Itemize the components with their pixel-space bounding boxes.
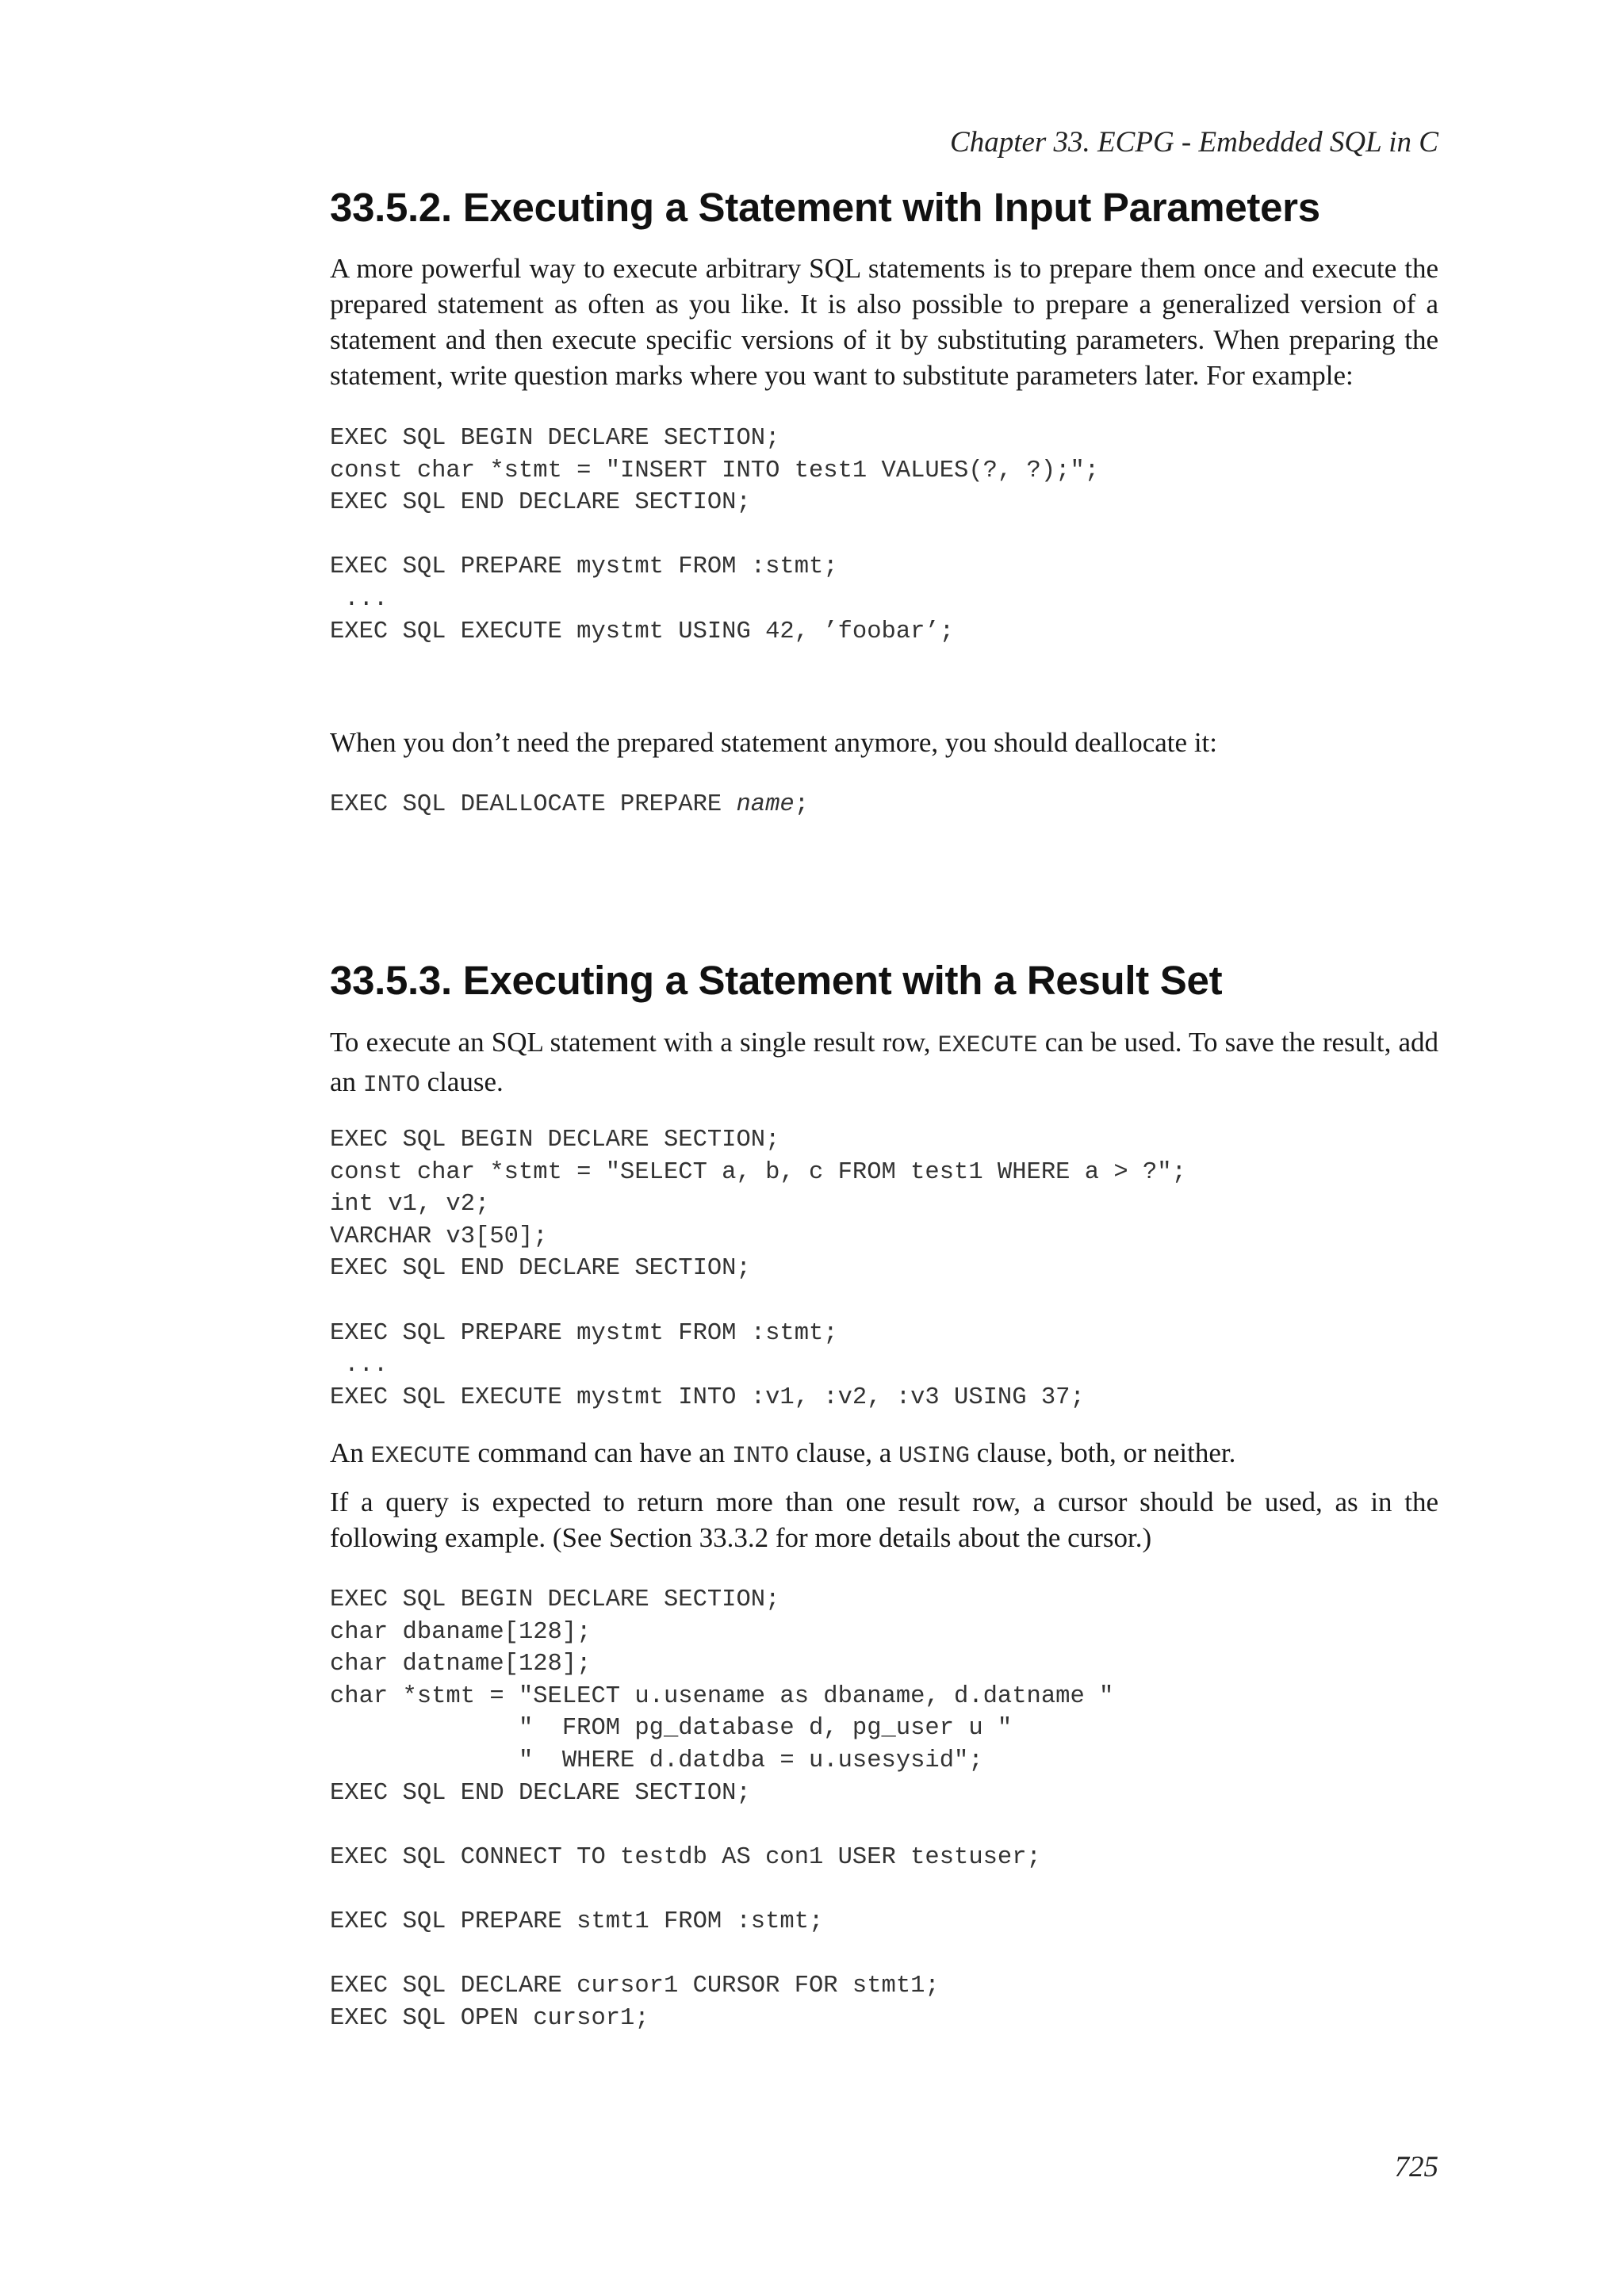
code-block-deallocate xyxy=(330,789,809,821)
page-number: 725 xyxy=(1394,2151,1438,2183)
code-block-prepare-execute: EXEC SQL BEGIN DECLARE SECTION; const char *stmt = "INSERT INTO test1 VALUES(?, ?);"; EXEC SQL END DECLARE SECTION; EXEC SQL PREPARE mystmt FROM :stmt; ... EXEC SQL EXECUTE mystmt USING 42, ’foobar’; xyxy=(330,425,1100,645)
section-heading-33-5-3: 33.5.3. Executing a Statement with a Result Set xyxy=(330,958,1223,1003)
running-header: Chapter 33. ECPG - Embedded SQL in C xyxy=(950,126,1438,159)
text-run: clause. xyxy=(419,1066,504,1097)
code-block-result-set: EXEC SQL BEGIN DECLARE SECTION; const char *stmt = "SELECT a, b, c FROM test1 WHERE a > ?"; int v1, v2; VARCHAR v3[50]; EXEC SQL END DECLARE SECTION; EXEC SQL PREPARE mystmt FROM :stmt; ... EXEC SQL EXECUTE mystmt INTO :v1, :v2, :v3 USING 37; xyxy=(330,1127,1186,1411)
paragraph-execute-clauses xyxy=(330,1435,1438,1475)
code-name-placeholder: name xyxy=(736,791,795,818)
text-run: An xyxy=(330,1437,371,1468)
paragraph-intro-prepare: A more powerful way to execute arbitrary SQL statements is to prepare them once and execute the prepared statement as often as you like. It is also possible to prepare a generalized version of a statement and then execute specific versions of it by substituting parameters. When preparing the statement, write question marks where you want to substitute parameters later. For example: xyxy=(330,253,1438,391)
paragraph-deallocate: When you don’t need the prepared statement anymore, you should deallocate it: xyxy=(330,727,1217,758)
text-run: clause, both, or neither. xyxy=(970,1437,1236,1468)
inline-code-execute: EXECUTE xyxy=(370,1443,471,1470)
inline-code-into: INTO xyxy=(362,1072,420,1099)
code-semicolon: ; xyxy=(794,791,810,818)
code-deallocate-command: EXEC SQL DEALLOCATE PREPARE xyxy=(330,791,737,818)
text-run: command can have an xyxy=(470,1437,733,1468)
inline-code-using: USING xyxy=(898,1443,971,1470)
inline-code-into: INTO xyxy=(732,1443,790,1470)
section-heading-33-5-2: 33.5.2. Executing a Statement with Input Parameters xyxy=(330,185,1320,230)
document-page xyxy=(330,0,1438,2296)
code-block-cursor: EXEC SQL BEGIN DECLARE SECTION; char dbaname[128]; char datname[128]; char *stmt = "SELECT u.usename as dbaname, d.datname " " FROM pg_database d, pg_user u " " WHERE d.datdba = u.usesysid"; EXEC SQL END DECLARE SECTION; EXEC SQL CONNECT TO testdb AS con1 USER testuser; EXEC SQL PREPARE stmt1 FROM :stmt; EXEC SQL DECLARE cursor1 CURSOR FOR stmt1; EXEC SQL OPEN cursor1; xyxy=(330,1586,1114,2032)
paragraph-cursor: If a query is expected to return more than one result row, a cursor should be used, as in the following example. (See Section 33.3.2 for more details about the cursor.) xyxy=(330,1487,1438,1553)
paragraph-single-row xyxy=(330,1024,1438,1104)
inline-code-execute: EXECUTE xyxy=(937,1032,1038,1059)
text-run: can be used. To save the result, add an xyxy=(330,1027,1438,1097)
text-run: clause, a xyxy=(789,1437,899,1468)
text-run: To execute an SQL statement with a single result row, xyxy=(330,1027,938,1058)
